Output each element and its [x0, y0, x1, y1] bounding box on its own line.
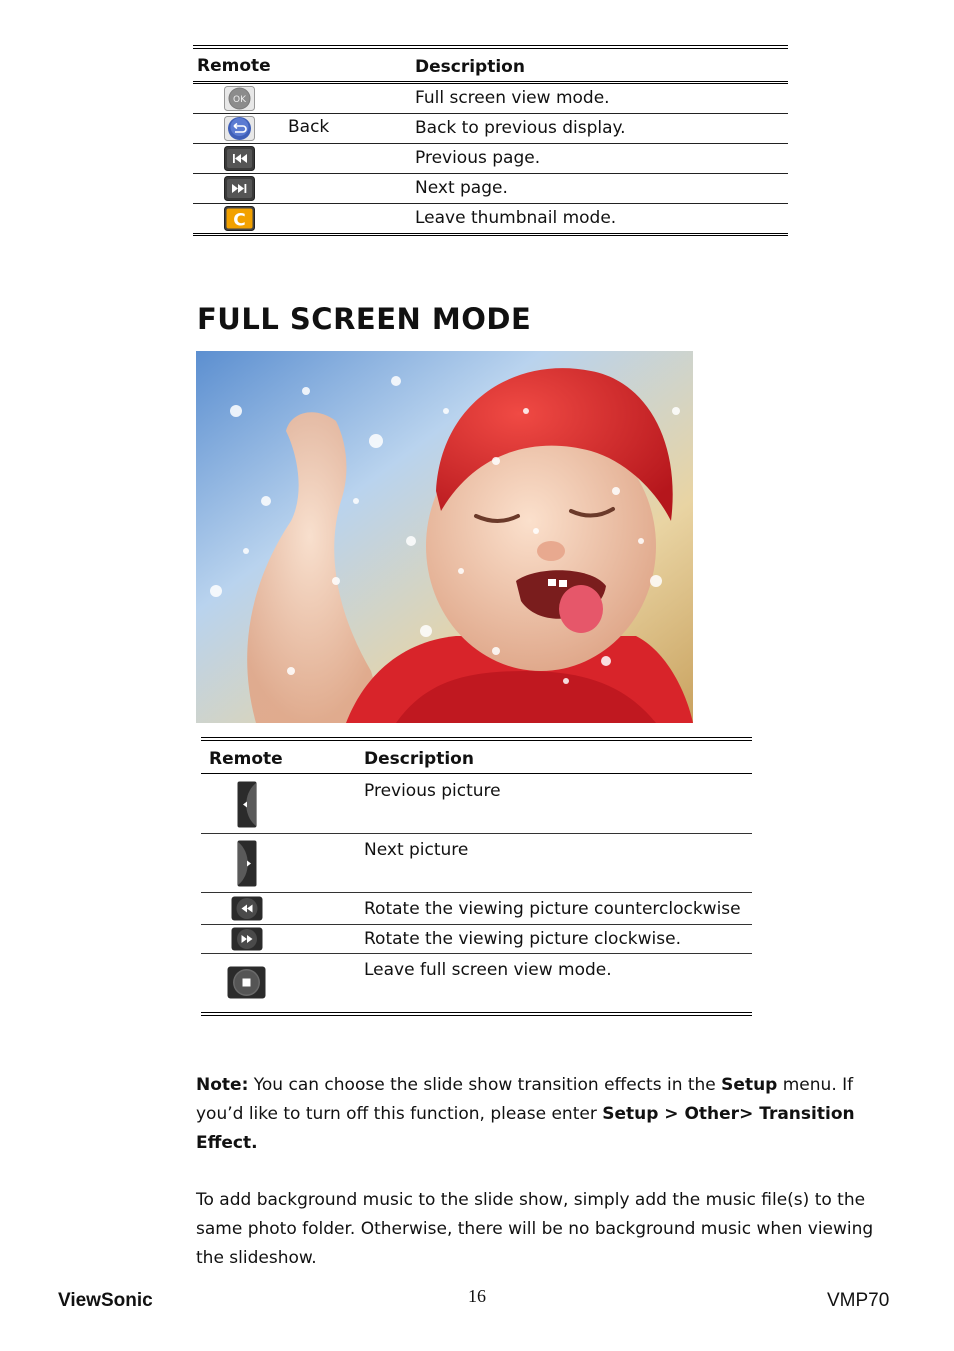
header-description: Description — [415, 57, 525, 77]
thumbnail-controls-table — [193, 45, 788, 236]
rewind-button-icon — [231, 896, 263, 921]
note-text-2: menu. If you’d like to turn off this function, please enter — [196, 1075, 854, 1124]
ok-button-label: OK — [233, 95, 246, 105]
table-header — [201, 741, 752, 773]
note-setup-term: Setup — [721, 1075, 778, 1095]
table-row — [201, 775, 752, 834]
table-row — [193, 144, 788, 174]
next-track-button-icon — [224, 176, 255, 201]
ok-button-icon — [224, 86, 255, 111]
note-label: Note: — [196, 1075, 249, 1095]
footer-model: VMP70 — [827, 1290, 890, 1311]
stop-button-icon — [227, 966, 266, 999]
table-row — [193, 204, 788, 234]
left-arrow-button-icon — [237, 781, 257, 828]
c-button-icon — [224, 206, 255, 231]
note-text-1: You can choose the slide show transition effects in the — [248, 1075, 722, 1095]
row-description: Next page. — [415, 178, 508, 198]
full-screen-controls-table — [201, 737, 752, 1016]
row-description: Previous picture — [364, 781, 501, 801]
row-description: Full screen view mode. — [415, 88, 610, 108]
c-button-label: C — [233, 210, 246, 231]
fast-forward-button-icon — [231, 927, 263, 951]
baby-in-red-swim-cap-photo — [196, 351, 693, 723]
page-number: 16 — [468, 1286, 486, 1306]
table-bottom-rule — [201, 1013, 752, 1016]
row-description: Next picture — [364, 840, 469, 860]
row-description: Rotate the viewing picture clockwise. — [364, 929, 681, 949]
header-remote: Remote — [209, 749, 283, 769]
note-menu-path: Setup > Other> Transition Effect. — [196, 1104, 855, 1153]
table-row — [193, 84, 788, 114]
photo-illustration — [196, 351, 693, 723]
remote-label: Back — [288, 117, 330, 137]
section-heading: FULL SCREEN MODE — [197, 302, 532, 336]
table-row — [201, 925, 752, 954]
table-bottom-rule — [193, 234, 788, 236]
row-description: Leave full screen view mode. — [364, 960, 612, 980]
header-description: Description — [364, 749, 474, 769]
table-row — [193, 114, 788, 144]
previous-track-button-icon — [224, 146, 255, 171]
row-description: Leave thumbnail mode. — [415, 208, 617, 228]
row-description: Back to previous display. — [415, 118, 626, 138]
background-music-paragraph: To add background music to the slide show, simply add the music file(s) to the same photo folder. Otherwise, there will be no background music when viewing the slideshow. — [196, 1190, 874, 1268]
table-row — [201, 893, 752, 925]
right-arrow-button-icon — [237, 840, 257, 887]
row-description: Previous page. — [415, 148, 541, 168]
back-button-icon — [224, 116, 255, 141]
table-row — [201, 954, 752, 1013]
row-description: Rotate the viewing picture counterclockwise — [364, 899, 741, 919]
footer-brand: ViewSonic — [58, 1290, 153, 1311]
header-remote: Remote — [197, 56, 271, 76]
table-header — [193, 49, 788, 81]
table-row — [201, 834, 752, 893]
note-paragraph — [196, 1071, 886, 1158]
table-row — [193, 174, 788, 204]
